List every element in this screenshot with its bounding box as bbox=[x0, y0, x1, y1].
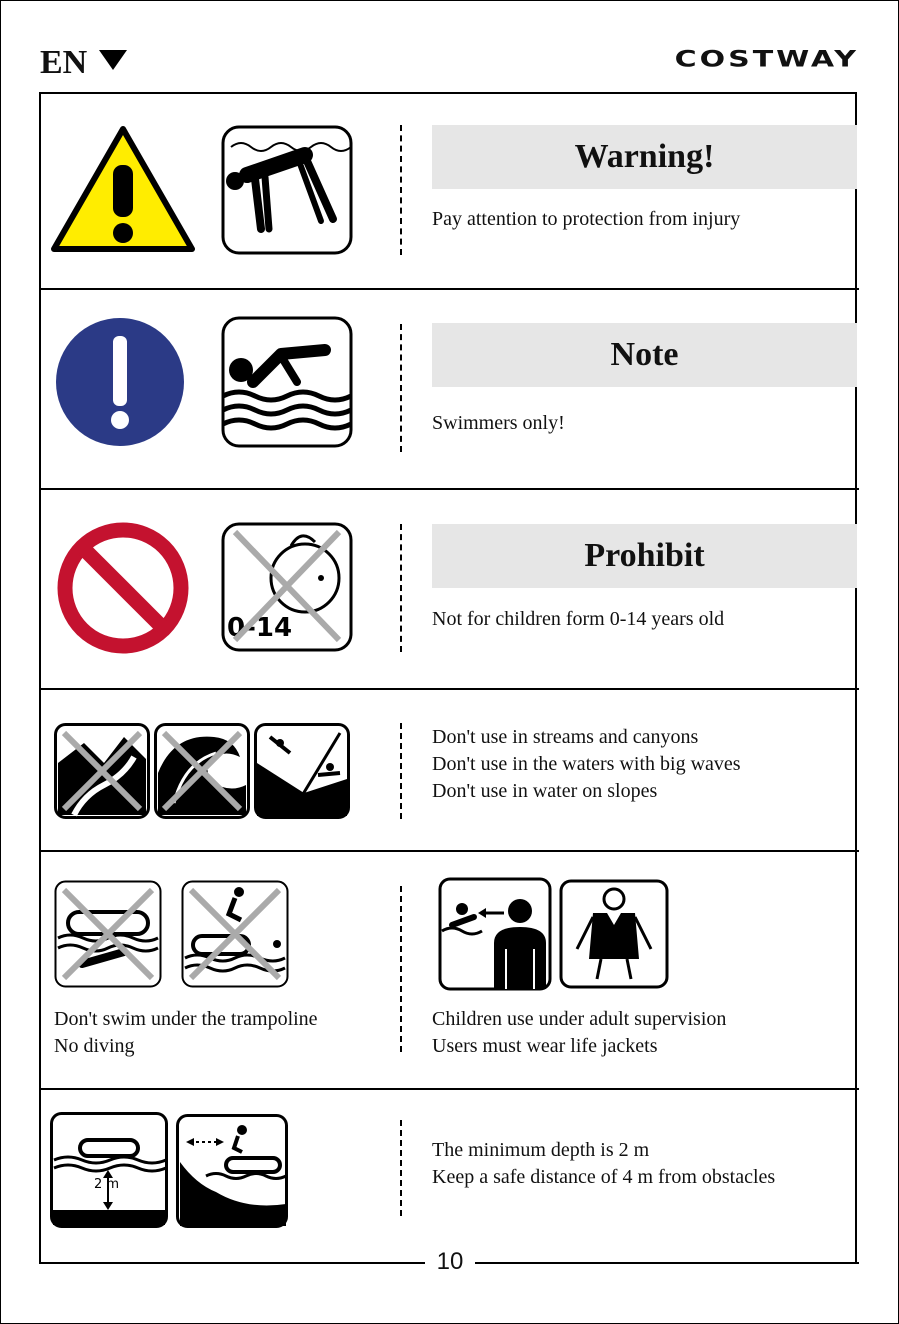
exclamation-circle-icon bbox=[54, 316, 186, 448]
prohibit-title: Prohibit bbox=[432, 524, 857, 588]
environment-line-2: Don't use in the waters with big waves bbox=[432, 753, 741, 775]
divider-dashed bbox=[400, 125, 402, 255]
prohibit-text: Not for children form 0-14 years old bbox=[432, 608, 725, 630]
warning-triangle-icon bbox=[50, 125, 196, 253]
safe-distance-icon bbox=[176, 1114, 288, 1228]
no-children-age-icon bbox=[221, 522, 353, 652]
no-streams-canyons-icon bbox=[54, 723, 150, 819]
note-text: Swimmers only! bbox=[432, 412, 565, 434]
behavior-right-line-2: Users must wear life jackets bbox=[432, 1035, 658, 1057]
no-swim-under-trampoline-icon bbox=[54, 880, 162, 988]
behavior-left-line-2: No diving bbox=[54, 1035, 135, 1057]
depth-line-1: The minimum depth is 2 m bbox=[432, 1139, 650, 1161]
divider-dashed bbox=[400, 1120, 402, 1216]
behavior-left-line-1: Don't swim under the trampoline bbox=[54, 1008, 318, 1030]
language-label: EN bbox=[40, 44, 88, 81]
dropdown-triangle-icon bbox=[99, 50, 127, 70]
divider-dashed bbox=[400, 886, 402, 1052]
depth-line-2: Keep a safe distance of 4 m from obstacles bbox=[432, 1166, 776, 1188]
behavior-right-line-1: Children use under adult supervision bbox=[432, 1008, 727, 1030]
prohibition-sign-icon bbox=[56, 521, 190, 655]
minimum-depth-icon bbox=[50, 1112, 168, 1228]
language-selector[interactable] bbox=[40, 44, 127, 82]
page-number: 10 bbox=[436, 1248, 464, 1275]
environment-line-1: Don't use in streams and canyons bbox=[432, 726, 699, 748]
brand-logo: COSTWAY bbox=[674, 46, 859, 73]
swimmer-icon bbox=[221, 316, 353, 448]
note-title: Note bbox=[432, 323, 857, 387]
no-big-waves-icon bbox=[154, 723, 250, 819]
warning-text: Pay attention to protection from injury bbox=[432, 208, 741, 230]
no-diving-icon bbox=[181, 880, 289, 988]
environment-line-3: Don't use in water on slopes bbox=[432, 780, 658, 802]
footer-line-left bbox=[39, 1262, 425, 1264]
footer-line-right bbox=[475, 1262, 859, 1264]
divider-dashed bbox=[400, 524, 402, 652]
divider-dashed bbox=[400, 723, 402, 819]
life-jacket-icon bbox=[559, 879, 669, 989]
adult-supervision-icon bbox=[438, 877, 552, 991]
warning-title: Warning! bbox=[432, 125, 857, 189]
diving-injury-icon bbox=[221, 125, 353, 255]
no-slopes-icon bbox=[254, 723, 350, 819]
divider-dashed bbox=[400, 324, 402, 452]
age-label: 0-14 bbox=[227, 613, 293, 643]
depth-label: 2 m bbox=[94, 1177, 120, 1192]
